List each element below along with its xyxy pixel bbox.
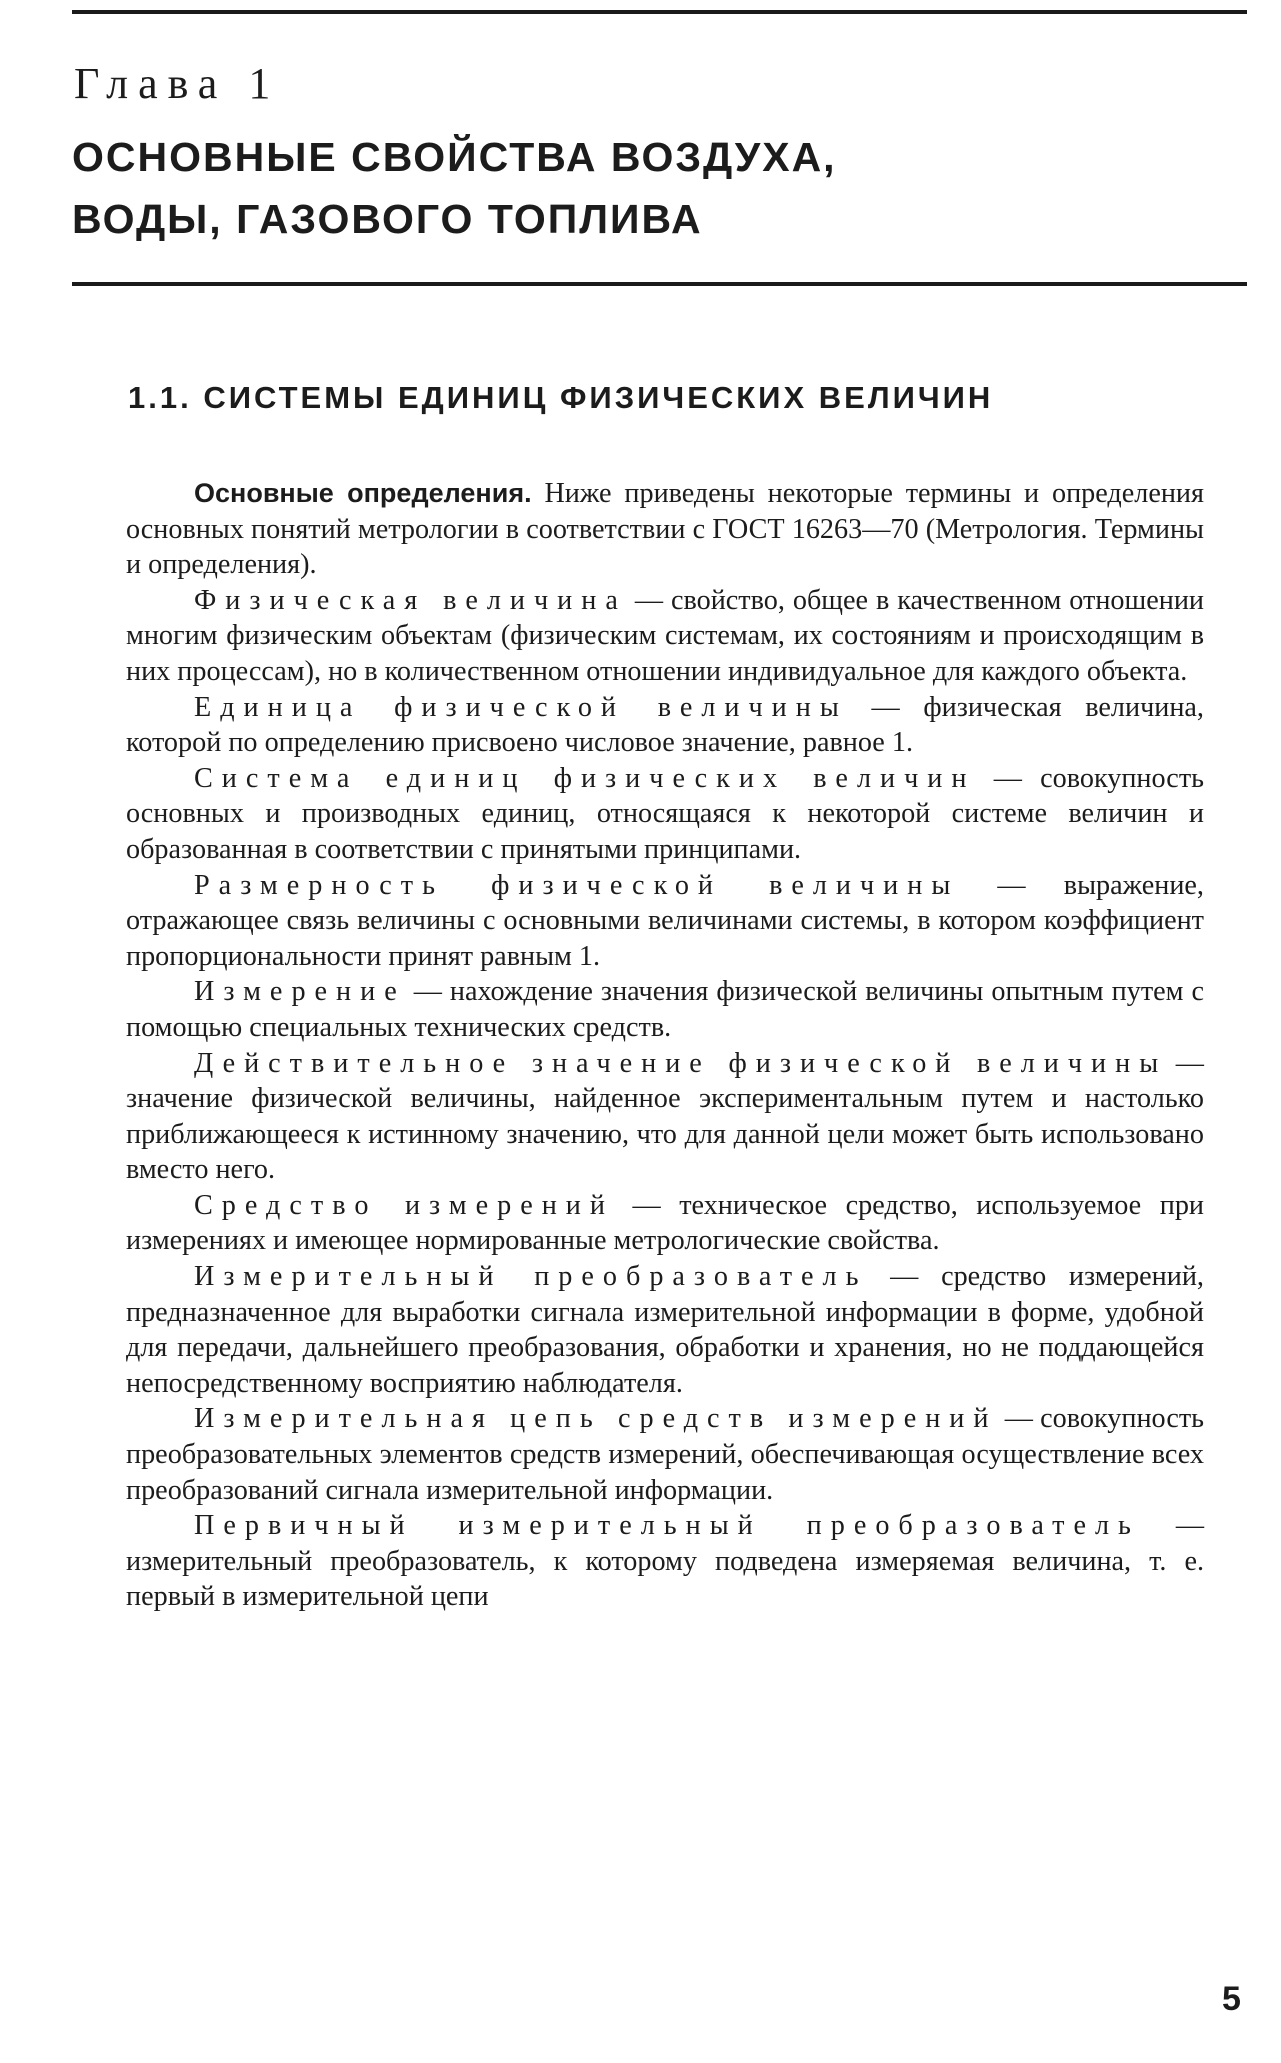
section-title: 1.1. СИСТЕМЫ ЕДИНИЦ ФИЗИЧЕСКИХ ВЕЛИЧИН: [128, 380, 994, 415]
definition-term: Физическая величина: [194, 584, 627, 616]
definition-dimension: [126, 868, 1204, 975]
body-text: [126, 476, 1204, 1615]
chapter-title-line-2: ВОДЫ, ГАЗОВОГО ТОПЛИВА: [72, 196, 703, 242]
definition-primary-transducer: [126, 1508, 1204, 1615]
definition-term: Измерительная цепь средств измерений: [194, 1403, 998, 1435]
paragraph-lead: Основные определения.: [194, 478, 532, 508]
chapter-title: [72, 126, 837, 250]
page-number: 5: [1222, 1980, 1241, 2018]
definition-text: — совокупность преобразовательных элементов средств измерений, обеспечивающая осуществление всех преобразований сигнала измерительной информации.: [126, 1403, 1205, 1506]
paragraph-basic-definitions: [126, 476, 1204, 583]
definition-term: Средство измерений: [194, 1189, 614, 1221]
definition-term: Система единиц физических величин: [194, 762, 976, 794]
definition-measuring-transducer: [126, 1259, 1204, 1401]
definition-text: — выражение, отражающее связь величины с основными величинами системы, в котором коэффициент пропорциональности принят равным 1.: [126, 869, 1204, 972]
definition-measurement: [126, 974, 1204, 1045]
definition-unit-system: [126, 761, 1204, 868]
definition-text: — измерительный преобразователь, к которому подведена измеряемая величина, т. е. первый в измерительной цепи: [126, 1510, 1205, 1613]
definition-unit: [126, 690, 1204, 761]
chapter-label: Глава 1: [74, 59, 281, 108]
definition-term: Измерение: [194, 976, 406, 1008]
chapter-title-line-1: ОСНОВНЫЕ СВОЙСТВА ВОЗДУХА,: [72, 134, 837, 180]
top-rule: [72, 10, 1247, 14]
definition-term: Действительное значение физической величины: [194, 1047, 1168, 1079]
definition-actual-value: [126, 1046, 1204, 1188]
definition-text: — значение физической величины, найденное экспериментальным путем и настолько приближающееся к истинному значению, что для данной цели может быть использовано вместо него.: [126, 1047, 1204, 1186]
definition-text: — свойство, общее в качественном отношении многим физическим объектам (физическим системам, их состояниям и происходящим в них процессам), но в количественном отношении индивидуальное для каждого объекта.: [126, 584, 1204, 687]
definition-term: Измерительный преобразователь: [194, 1261, 868, 1293]
definition-term: Первичный измерительный преобразователь: [194, 1510, 1140, 1542]
definition-measuring-instrument: [126, 1188, 1204, 1259]
chapter-divider-rule: [72, 282, 1247, 286]
paragraph-text: Ниже приведены некоторые термины и определения основных понятий метрологии в соответствии с ГОСТ 16263—70 (Метрология. Термины и определения).: [126, 478, 1204, 581]
definition-text: — физическая величина, которой по определению присвоено числовое значение, равное 1.: [126, 691, 1204, 759]
definition-text: — совокупность основных и производных единиц, относящаяся к некоторой системе величин и образованная в соответствии с принятыми принципами.: [126, 762, 1204, 865]
definition-term: Размерность физической величины: [194, 869, 960, 901]
definition-text: — техническое средство, используемое при измерениях и имеющее нормированные метрологические свойства.: [126, 1189, 1204, 1257]
definition-measuring-circuit: [126, 1401, 1204, 1508]
definition-physical-quantity: [126, 583, 1204, 690]
definition-text: — средство измерений, предназначенное для выработки сигнала измерительной информации в форме, удобной для передачи, дальнейшего преобразования, обработки и хранения, но не поддающейся непосредственному восприятию наблюдателя.: [126, 1261, 1204, 1399]
definition-term: Единица физической величины: [194, 691, 848, 723]
definition-text: — нахождение значения физической величины опытным путем с помощью специальных технических средств.: [126, 976, 1204, 1043]
